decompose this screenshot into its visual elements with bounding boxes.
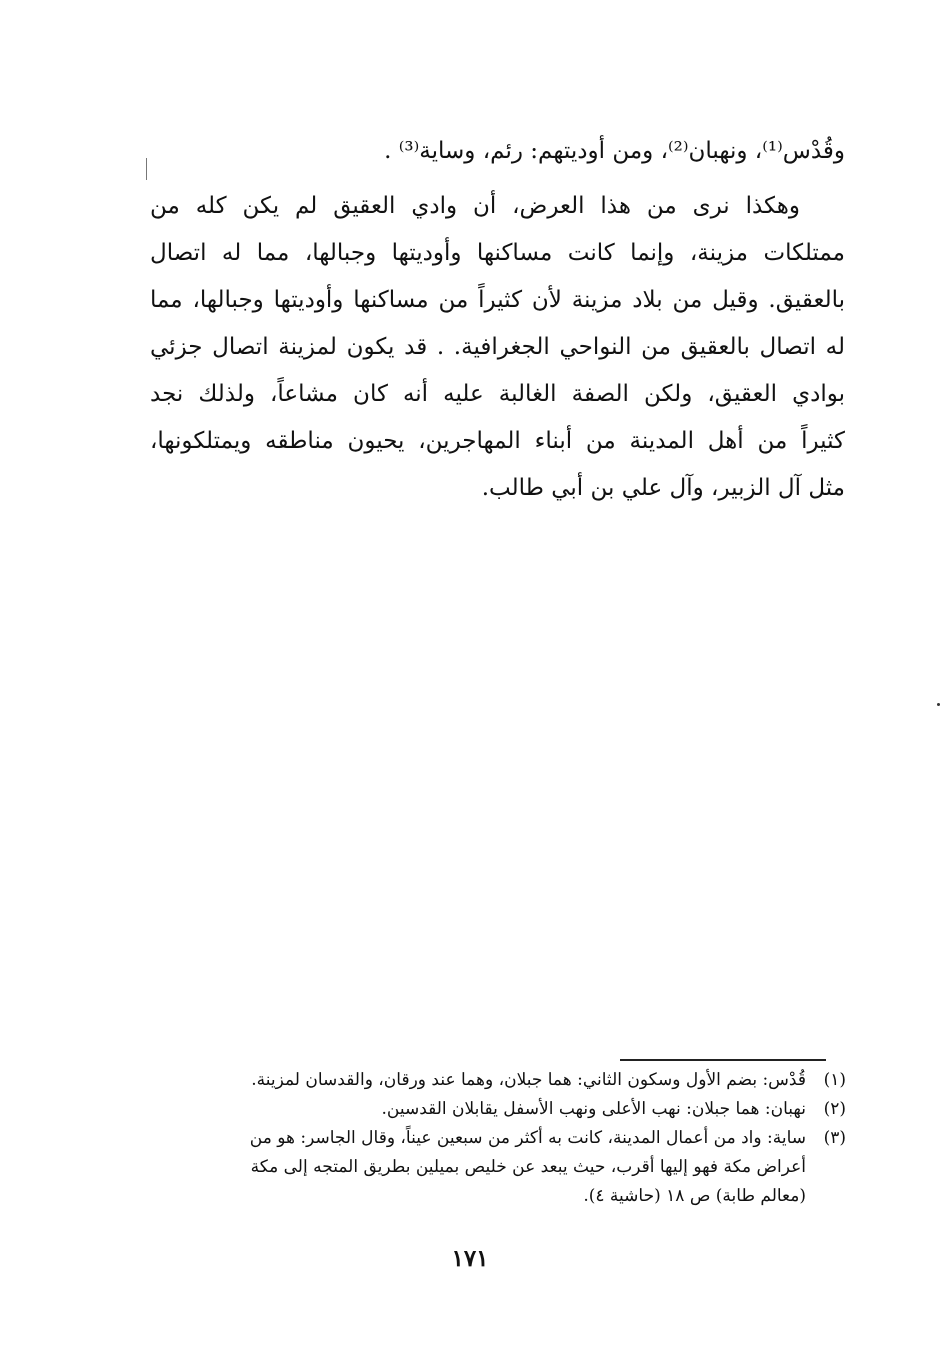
footnote-text: قُدْس: بضم الأول وسكون الثاني: هما جبلان، وهما عند ورقان، والقدسان لمزينة. bbox=[251, 1070, 806, 1090]
paragraph-line: ممتلكات مزينة، وإنما كانت مساكنها وأوديتها وجبالها، مما له اتصال bbox=[150, 240, 845, 266]
scan-speck bbox=[937, 703, 940, 706]
footnote-text: ساية: واد من أعمال المدينة، كانت به أكثر من سبعين عيناً، وقال الجاسر: هو من bbox=[249, 1128, 806, 1148]
footnote-number: (٢) bbox=[823, 1099, 846, 1119]
main-paragraph bbox=[150, 183, 845, 512]
footnote-text: نهبان: هما جبلان: نهب الأعلى ونهب الأسفل يقابلان القدسين. bbox=[381, 1099, 806, 1119]
margin-mark bbox=[146, 158, 147, 180]
footnote-continuation: أعراض مكة فهو إليها أقرب، حيث يبعد عن خليص بميلين بطريق المتجه إلى مكة bbox=[250, 1157, 806, 1177]
paragraph-line: له اتصال بالعقيق من النواحي الجغرافية. . قد يكون لمزينة اتصال جزئي bbox=[150, 334, 845, 360]
footnote-item bbox=[160, 1066, 846, 1095]
footnotes bbox=[160, 1066, 846, 1211]
paragraph-line: كثيراً من أهل المدينة من أبناء المهاجرين، يحيون مناطقه ويمتلكونها، bbox=[150, 428, 845, 454]
footnote-number: (٣) bbox=[823, 1128, 846, 1148]
opening-line: وقُدْس⁽¹⁾، ونهبان⁽²⁾، ومن أوديتهم: رئم، وساية⁽³⁾ . bbox=[384, 138, 845, 164]
footnote-separator bbox=[620, 1059, 826, 1061]
paragraph-line: مثل آل الزبير، وآل علي بن أبي طالب. bbox=[481, 475, 845, 501]
footnote-item bbox=[160, 1124, 846, 1153]
paragraph-line: وهكذا نرى من هذا العرض، أن وادي العقيق لم يكن كله من bbox=[150, 193, 800, 219]
footnote-item bbox=[160, 1095, 846, 1124]
page-number: ١٧١ bbox=[451, 1245, 489, 1272]
paragraph-line: بوادي العقيق، ولكن الصفة الغالبة عليه أنه كان مشاعاً، ولذلك نجد bbox=[150, 381, 845, 407]
footnote-continuation: (معالم طابة) ص ١٨ (حاشية ٤). bbox=[583, 1186, 806, 1206]
paragraph-line: بالعقيق. وقيل من بلاد مزينة لأن كثيراً من مساكنها وأوديتها وجبالها، مما bbox=[150, 287, 845, 313]
footnote-number: (١) bbox=[823, 1070, 846, 1090]
